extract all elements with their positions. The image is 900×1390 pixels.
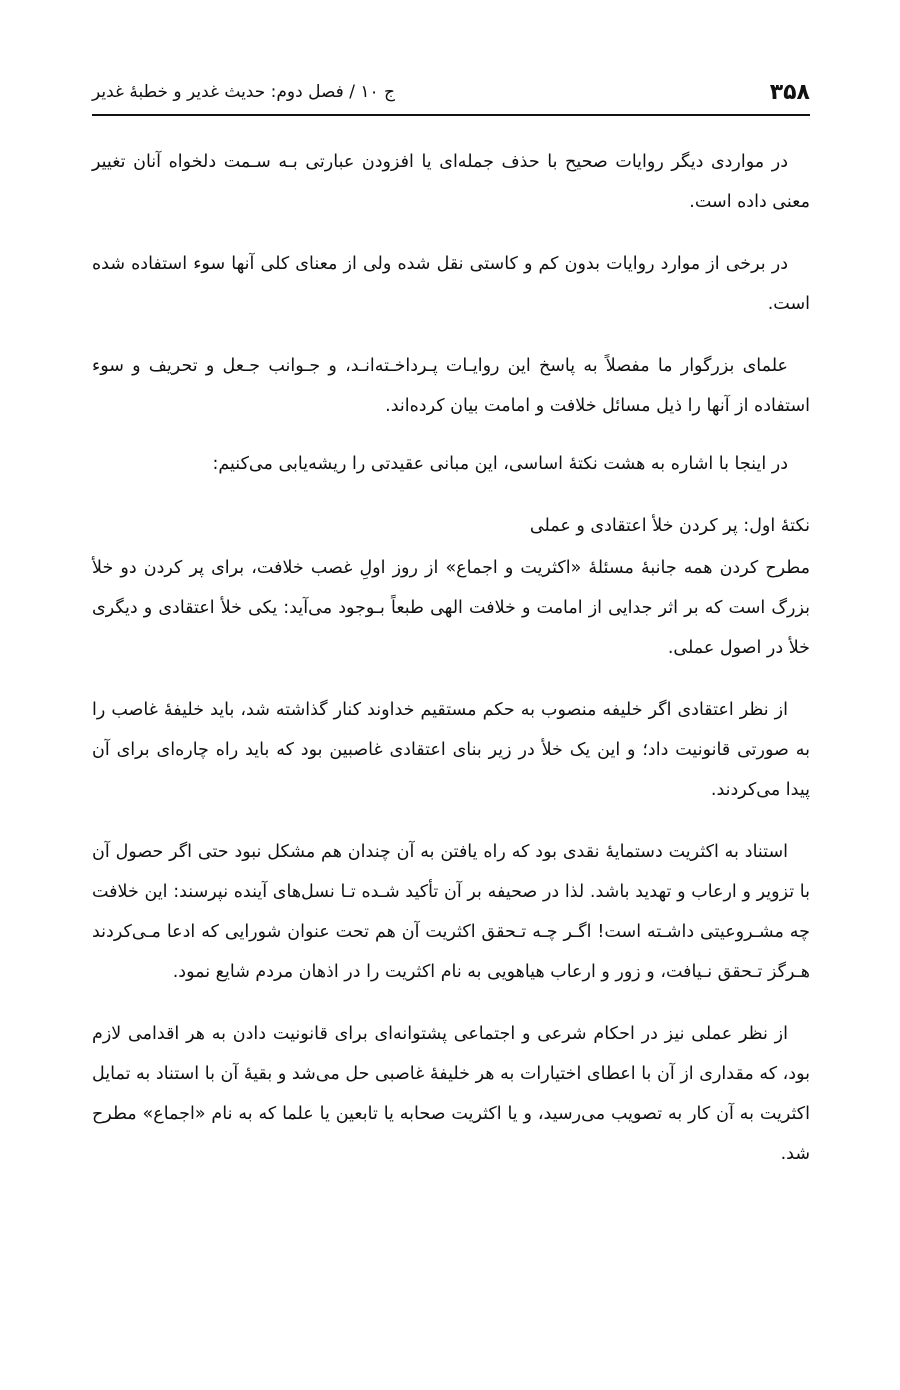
page-number: ۳۵۸ [769,79,810,105]
running-header [92,70,810,116]
paragraph-7: استناد به اکثریت دستمایهٔ نقدی بود که راه یافتن به آن چندان هم مشکل نبود حتی اگر حصول آن با تزویر و ارعاب و تهدید باشد. لذا در صحیفه بر آن تأکید شـده تـا نسل‌های آینده نپرسند: این خلافت چه مشـروعیتی داشـته است! اگـر چـه تـحقق اکثریت آن هم تحت عنوان شورایی که ادعا مـی‌کردند هـرگز تـحقق نـیافت، و زور و ارعاب هیاهویی به نام اکثریت را در اذهان مردم شایع نمود. [92,842,810,982]
chapter-header-title: ج ۱۰ / فصل دوم: حدیث غدیر و خطبهٔ غدیر [92,82,396,102]
paragraph-6: از نظر اعتقادی اگر خلیفه منصوب به حکم مستقیم خداوند کنار گذاشته شد، باید خلیفهٔ غاصب را به صورتی قانونیت داد؛ و این یک خلأ در زیر بنای اعتقادی غاصبین بود که باید راه چاره‌ای برای آن پیدا می‌کردند. [92,700,810,800]
section-heading-point-one: نکتهٔ اول: پر کردن خلأ اعتقادی و عملی [529,516,810,536]
book-page [92,0,810,1390]
paragraph-4: در اینجا با اشاره به هشت نکتهٔ اساسی، این مبانی عقیدتی را ریشه‌یابی می‌کنیم: [212,454,788,474]
paragraph-3: علمای بزرگوار ما مفصلاً به پاسخ این روایـات پـرداخـته‌انـد، و جـوانب جـعل و تحریف و سوء استفاده از آنها را ذیل مسائل خلافت و امامت بیان کرده‌اند. [92,356,810,416]
paragraph-5: مطرح کردن همه جانبهٔ مسئلهٔ «اکثریت و اجماع» از روز اولِ غصب خلافت، برای پر کردن دو خلأ بزرگ است که بر اثر جدایی از امامت و خلافت الهی طبعاً بـوجود می‌آید: یکی خلأ اعتقادی و دیگری خلأ در اصول عملی. [92,558,810,658]
paragraph-8: از نظر عملی نیز در احکام شرعی و اجتماعی پشتوانه‌ای برای قانونیت دادن به هر اقدامی لازم بود، که مقداری از آن با اعطای اختیارات به هر خلیفهٔ غاصبی حل می‌شد و بقیهٔ آن با استناد به تمایل اکثریت به آن کار به تصویب می‌رسید، و یا اکثریت صحابه یا تابعین یا علما که به نام «اجماع» مطرح شد. [92,1024,810,1164]
paragraph-2: در برخی از موارد روایات بدون کم و کاستی نقل شده ولی از معنای کلی آنها سوء استفاده شده است. [92,254,810,314]
paragraph-1: در مواردی دیگر روایات صحیح با حذف جمله‌ای یا افزودن عبارتی بـه سـمت دلخواه آنان تغییر معنی داده است. [92,152,810,212]
body-text [92,142,810,1174]
